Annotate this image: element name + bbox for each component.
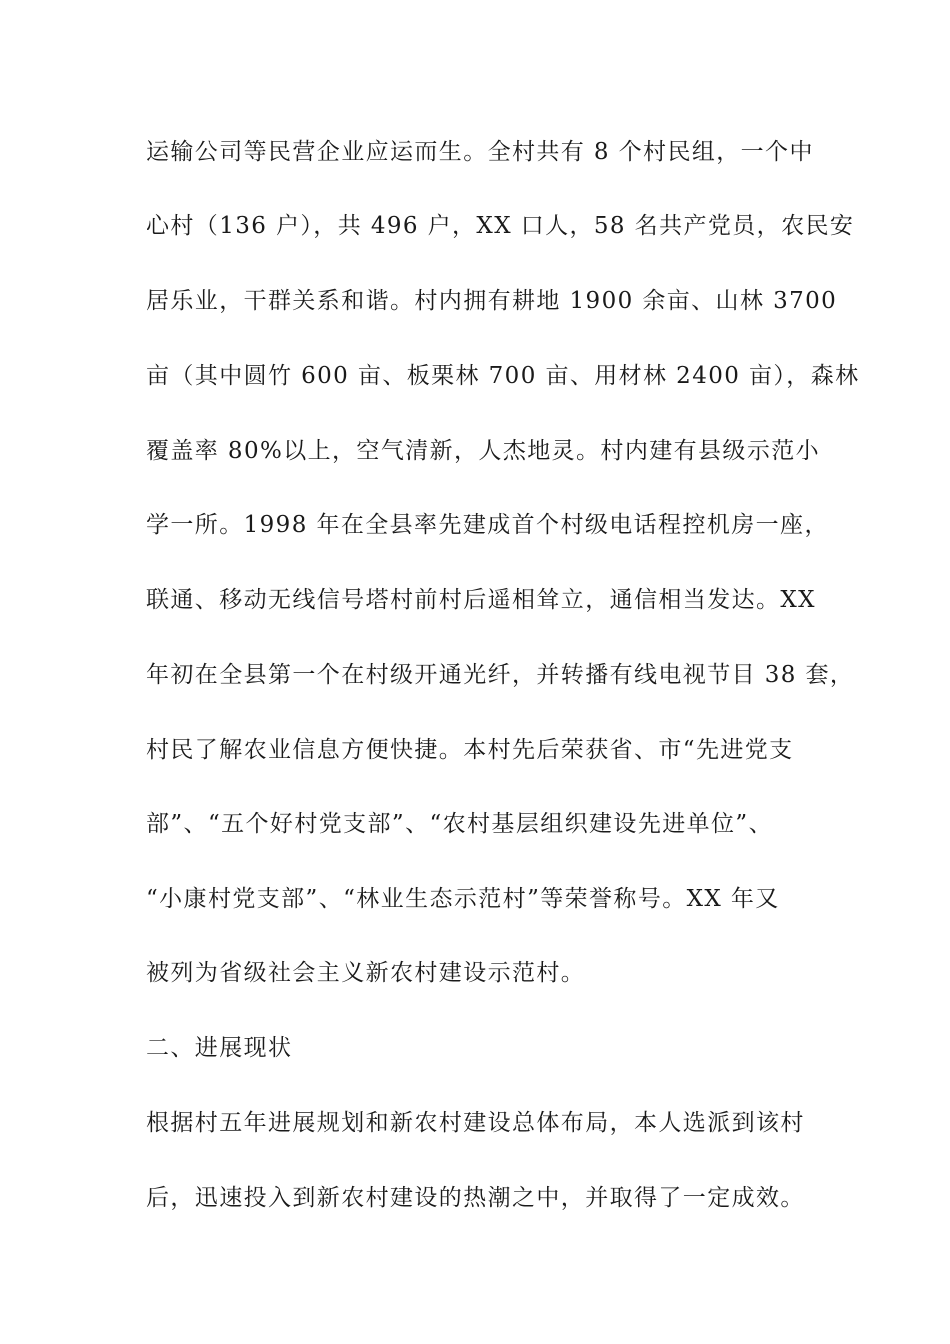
paragraph-line-5: 覆盖率 80%以上，空气清新，人杰地灵。村内建有县级示范小 <box>146 438 821 464</box>
paragraph-line-2: 心村（136 户），共 496 户，XX 口人，58 名共产党员，农民安 <box>146 213 855 239</box>
paragraph-line-14: 根据村五年进展规划和新农村建设总体布局，本人选派到该村 <box>146 1110 805 1136</box>
paragraph-line-6: 学一所。1998 年在全县率先建成首个村级电话程控机房一座， <box>146 512 829 538</box>
paragraph-line-4: 亩（其中圆竹 600 亩、板栗林 700 亩、用材林 2400 亩），森林 <box>146 363 860 389</box>
paragraph-line-1: 运输公司等民营企业应运而生。全村共有 8 个村民组，一个中 <box>146 139 814 165</box>
paragraph-line-11: “小康村党支部”、“林业生态示范村”等荣誉称号。XX 年又 <box>146 886 780 912</box>
paragraph-line-15: 后，迅速投入到新农村建设的热潮之中，并取得了一定成效。 <box>146 1185 805 1211</box>
paragraph-line-7: 联通、移动无线信号塔村前村后遥相耸立，通信相当发达。XX <box>146 587 816 613</box>
paragraph-line-3: 居乐业，干群关系和谐。村内拥有耕地 1900 余亩、山林 3700 <box>146 288 838 314</box>
paragraph-line-10: 部”、“五个好村党支部”、“农村基层组织建设先进单位”、 <box>146 811 773 837</box>
paragraph-line-8: 年初在全县第一个在村级开通光纤，并转播有线电视节目 38 套， <box>146 662 855 688</box>
section-heading: 二、进展现状 <box>146 1035 293 1061</box>
paragraph-line-9: 村民了解农业信息方便快捷。本村先后荣获省、市“先进党支 <box>146 737 794 763</box>
paragraph-line-12: 被列为省级社会主义新农村建设示范村。 <box>146 960 586 986</box>
